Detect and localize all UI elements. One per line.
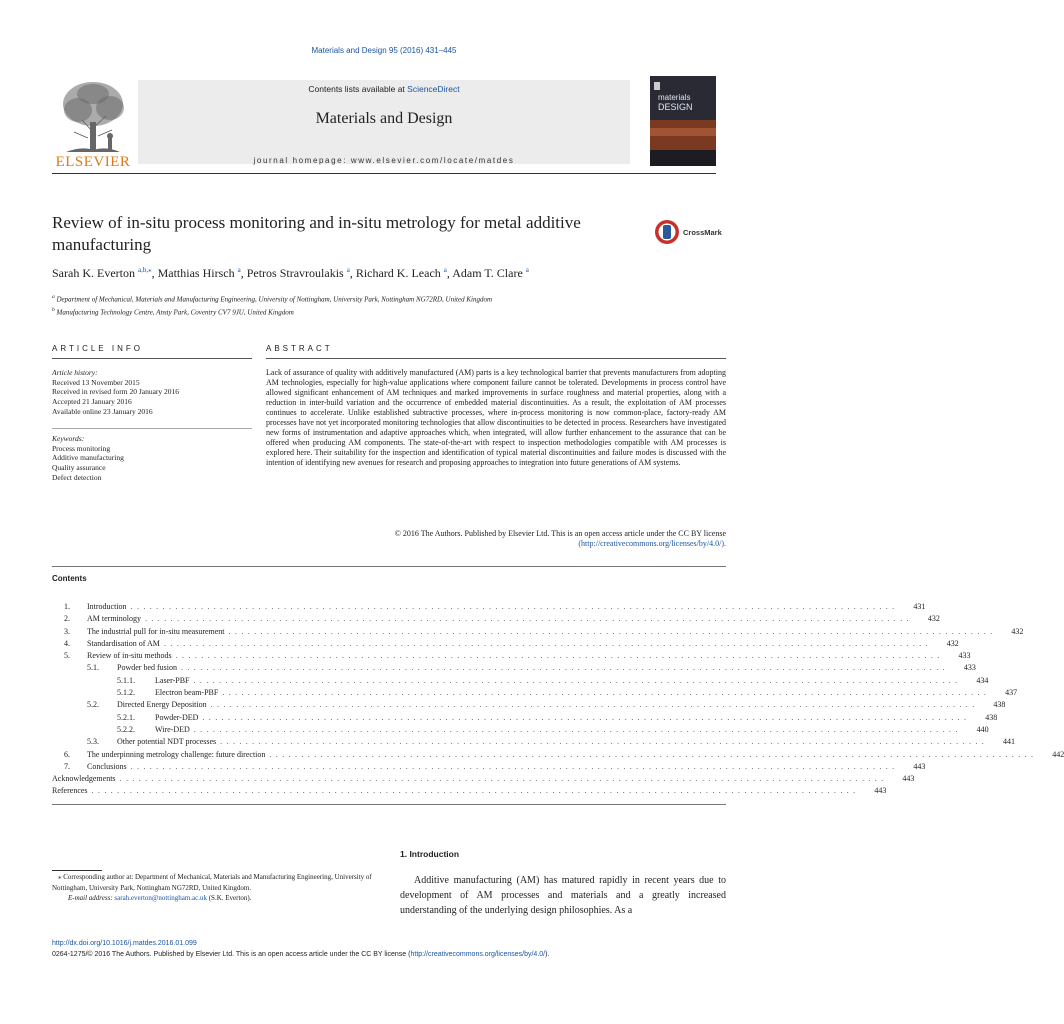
article-info-rule (52, 358, 252, 359)
toc-number: 5.1.1. (117, 675, 135, 685)
toc-label: The underpinning metrology challenge: future direction (87, 749, 266, 759)
toc-leader: . . . . . . . . . . . . . . . . . . . . . . . . . . . . . . . . . . . . . . . . . . . . . . . . . . . . . . . . . . . . . . . . . . . . . . . . . . . . . . . . . . . . . . . . . . . . . . . . . . . . . . . . . . . . . . . . . . . . . . . . (130, 602, 896, 611)
toc-entry[interactable] (52, 773, 915, 785)
author-name: Petros Stravroulakis (246, 266, 347, 280)
keywords-rule (52, 428, 252, 429)
toc-label: The industrial pull for in-situ measurement (87, 626, 225, 636)
keyword: Quality assurance (52, 463, 106, 473)
footnote-text: Corresponding author at: Department of Mechanical, Materials and Manufacturing Engineering, University of Nottingham, University Park, Nottingham NG72RD, United Kingdom. (52, 873, 372, 892)
toc-label: Directed Energy Deposition (117, 700, 207, 710)
toc-page: 432 (946, 638, 959, 648)
article-info-heading: ARTICLE INFO (52, 344, 143, 353)
contents-rule-top (52, 566, 726, 567)
history-label: Article history: (52, 368, 98, 377)
toc-label: Powder bed fusion (117, 663, 177, 673)
journal-cover-image (650, 76, 716, 166)
toc-number: 2. (64, 614, 70, 624)
author-separator: , (446, 266, 453, 280)
toc-number: 1. (64, 602, 70, 611)
toc-label: Powder-DED (155, 712, 199, 722)
affiliation-text: Department of Mechanical, Materials and Manufacturing Engineering, University of Nottingham, University Park, Nottingham NG72RD, United Kingdom (54, 295, 493, 304)
toc-label: Conclusions (87, 761, 127, 771)
toc-number: 5. (64, 651, 70, 661)
abstract-heading: ABSTRACT (266, 344, 333, 353)
toc-entry[interactable] (52, 712, 998, 724)
toc-leader: . . . . . . . . . . . . . . . . . . . . . . . . . . . . . . . . . . . . . . . . . . . . . . . . . . . . . . . . . . . . . . . . . . . . . . . . . . . . . . . . . . . . . . . . . . . . . . . . . . . . . . . . . . . . . . . . . . . . . . . . (145, 614, 910, 624)
abstract-text: Lack of assurance of quality with additively manufactured (AM) parts is a key technological barrier that prevents manufacturers from adopting AM technologies, especially for high-value applications where component failure cannot be tolerated. Developments in process control have allowed significant enhancement of AM techniques and marked improvements in surface roughness and material properties, along with a reduction in inter-build variation and the occurrence of embedded material discontinuities. As a result, the exploitation of AM processes continues to accelerate. Unlike established subtractive processes, where in-process monitoring is now common-place, factory-ready AM processes have not yet incorporated monitoring technologies that allow discontinuities to be detected in process. Researchers have investigated new forms of instrumentation and adaptive approaches which, when integrated, will allow further enhancement to the assurance that can be offered when producing AM components. The state-of-the-art with respect to inspection methodologies compatible with AM processes is explored here. Their suitability for the inspection and identification of typical material discontinuities and failure modes is discussed with the intention of identifying new avenues for research and proposing approaches to integration into future generations of AM systems. (266, 368, 726, 467)
contents-available-text: Contents lists available at (308, 84, 408, 94)
affiliation (52, 292, 712, 305)
author-separator: , (349, 266, 356, 280)
toc-label: Standardisation of AM (87, 638, 160, 648)
author-name: Richard K. Leach (355, 266, 444, 280)
issn-suffix: ). (545, 951, 550, 958)
journal-reference[interactable]: Materials and Design 95 (2016) 431–445 (311, 46, 457, 55)
history-list (52, 378, 252, 417)
footnote-mark: ⁎ (58, 873, 62, 881)
article-history (52, 368, 252, 417)
toc-leader: . . . . . . . . . . . . . . . . . . . . . . . . . . . . . . . . . . . . . . . . . . . . . . . . . . . . . . . . . . . . . . . . . . . . . . . . . . . . . . . . . . . . . . . . . . . . . . . . . . . . . . . . . . . . . . . . . . . . . . . . (220, 737, 985, 747)
toc-page: 433 (963, 663, 976, 673)
toc-entry[interactable] (52, 761, 926, 773)
author-separator: , (240, 266, 247, 280)
author-name: Matthias Hirsch (157, 266, 238, 280)
toc-page: 434 (976, 675, 989, 685)
toc-page: 438 (993, 700, 1006, 710)
abstract-copyright (266, 529, 726, 549)
keyword: Process monitoring (52, 443, 111, 453)
toc-label: Electron beam-PBF (155, 688, 219, 698)
email-link[interactable]: sarah.everton@nottingham.ac.uk (114, 894, 207, 902)
toc-leader: . . . . . . . . . . . . . . . . . . . . . . . . . . . . . . . . . . . . . . . . . . . . . . . . . . . . . . . . . . . . . . . . . . . . . . . . . . . . . . . . . . . . . . . . . . . . . . . . . . . . . . . . . . . . . . . . . . . . . . . . (119, 774, 885, 784)
toc-entry[interactable] (52, 785, 887, 797)
toc-number: 5.1.2. (117, 688, 135, 698)
toc-entry[interactable] (52, 638, 959, 650)
toc-label: Introduction (87, 602, 127, 611)
introduction-heading: 1. Introduction (400, 849, 460, 859)
toc-leader: . . . . . . . . . . . . . . . . . . . . . . . . . . . . . . . . . . . . . . . . . . . . . . . . . . . . . . . . . . . . . . . . . . . . . . . . . . . . . . . . . . . . . . . . . . . . . . . . . . . . . . . . . . . . . . . . . . . . . . . . (91, 786, 857, 796)
toc-number: 5.2.2. (117, 724, 135, 734)
toc-entry[interactable] (52, 736, 1015, 748)
author-separator: , (151, 266, 158, 280)
toc-leader: . . . . . . . . . . . . . . . . . . . . . . . . . . . . . . . . . . . . . . . . . . . . . . . . . . . . . . . . . . . . . . . . . . . . . . . . . . . . . . . . . . . . . . . . . . . . . . . . . . . . . . . . . . . . . . . . . . . . . . . . (181, 663, 946, 673)
toc-number: 5.3. (87, 737, 99, 747)
toc-entry[interactable] (52, 650, 971, 662)
toc-number: 4. (64, 638, 70, 648)
toc-entry[interactable] (52, 699, 1006, 711)
keyword: Additive manufacturing (52, 453, 124, 463)
author-affiliation-mark[interactable]: a (237, 266, 241, 274)
crossmark-label: CrossMark (683, 228, 722, 237)
journal-banner (138, 80, 630, 164)
history-entry: Available online 23 January 2016 (52, 406, 153, 416)
toc-label: Wire-DED (155, 724, 190, 734)
toc-leader: . . . . . . . . . . . . . . . . . . . . . . . . . . . . . . . . . . . . . . . . . . . . . . . . . . . . . . . . . . . . . . . . . . . . . . . . . . . . . . . . . . . . . . . . . . . . . . . . . . . . . . . . . . . . . . . . . . . . . . . . (193, 724, 959, 734)
author-affiliation-mark[interactable]: a (525, 266, 529, 274)
toc-number: 3. (64, 626, 70, 636)
toc-label: Other potential NDT processes (117, 737, 217, 747)
sciencedirect-link[interactable]: ScienceDirect (407, 84, 460, 94)
affiliation-mark: a (52, 294, 55, 300)
toc-leader: . . . . . . . . . . . . . . . . . . . . . . . . . . . . . . . . . . . . . . . . . . . . . . . . . . . . . . . . . . . . . . . . . . . . . . . . . . . . . . . . . . . . . . . . . . . . . . . . . . . . . . . . . . . . . . . . . . . . . . . . (202, 712, 968, 722)
author-list (52, 266, 702, 281)
toc-number: 6. (64, 749, 70, 759)
contents-rule-bottom (52, 804, 726, 805)
issn-line (52, 951, 549, 958)
email-suffix: (S.K. Everton). (206, 894, 252, 902)
history-entry: Received 13 November 2015 (52, 377, 140, 387)
toc-entry[interactable] (52, 749, 1064, 761)
introduction-text: Additive manufacturing (AM) has matured rapidly in recent years due to development of AM processes and materials and a greatly increased understanding of the underlying design philosophies. As a (400, 875, 726, 916)
toc-page: 442 (1052, 749, 1064, 759)
masthead-rule (52, 173, 716, 174)
toc-leader: . . . . . . . . . . . . . . . . . . . . . . . . . . . . . . . . . . . . . . . . . . . . . . . . . . . . . . . . . . . . . . . . . . . . . . . . . . . . . . . . . . . . . . . . . . . . . . . . . . . . . . . . . . . . . . . . . . . . . . . . (228, 626, 994, 636)
copyright-text: © 2016 The Authors. Published by Elsevier Ltd. This is an open access article under the CC BY license (394, 529, 726, 538)
toc-leader: . . . . . . . . . . . . . . . . . . . . . . . . . . . . . . . . . . . . . . . . . . . . . . . . . . . . . . . . . . . . . . . . . . . . . . . . . . . . . . . . . . . . . . . . . . . . . . . . . . . . . . . . . . . . . . . . . . . . . . . . (163, 638, 929, 648)
toc-page: 443 (913, 761, 926, 771)
contents-heading: Contents (52, 574, 87, 583)
affiliation-mark: b (52, 307, 55, 314)
toc-number: 5.2. (87, 700, 99, 710)
toc-label: Review of in-situ methods (87, 651, 172, 661)
author-name: Sarah K. Everton (52, 266, 138, 280)
author-affiliation-mark[interactable]: a,b,⁎ (137, 266, 152, 274)
author-affiliation-mark[interactable]: a (443, 266, 447, 274)
toc-number: 5.1. (87, 663, 99, 673)
doi-link[interactable]: http://dx.doi.org/10.1016/j.matdes.2016.01.099 (52, 940, 197, 947)
email-label: E-mail address: (68, 894, 115, 902)
toc-label: References (52, 786, 88, 796)
cover-title-materials: materials (658, 93, 691, 102)
toc-page: 433 (958, 651, 971, 661)
masthead (52, 76, 716, 168)
cover-title-design: DESIGN (658, 102, 693, 112)
toc-label: Laser-PBF (155, 675, 190, 685)
author-affiliation-mark[interactable]: a (346, 266, 350, 274)
toc-number: 7. (64, 761, 70, 771)
paper-title: Review of in-situ process monitoring and in-situ metrology for metal additive manufacturing (52, 213, 581, 254)
toc-entry[interactable] (52, 724, 989, 736)
toc-entry[interactable] (52, 662, 976, 674)
table-of-contents (52, 601, 1064, 798)
elsevier-logo (52, 76, 134, 168)
elsevier-tree-icon (52, 76, 134, 168)
toc-leader: . . . . . . . . . . . . . . . . . . . . . . . . . . . . . . . . . . . . . . . . . . . . . . . . . . . . . . . . . . . . . . . . . . . . . . . . . . . . . . . . . . . . . . . . . . . . . . . . . . . . . . . . . . . . . . . . . . . . . . . . (193, 675, 959, 685)
journal-title: Materials and Design (315, 110, 453, 127)
toc-leader: . . . . . . . . . . . . . . . . . . . . . . . . . . . . . . . . . . . . . . . . . . . . . . . . . . . . . . . . . . . . . . . . . . . . . . . . . . . . . . . . . . . . . . . . . . . . . . . . . . . . . . . . . . . . . . . . . . . . . . . . (222, 688, 988, 698)
cover-artwork (650, 76, 716, 166)
toc-entry[interactable] (52, 613, 940, 625)
toc-page: 441 (1002, 737, 1015, 747)
toc-page: 432 (927, 614, 940, 624)
keyword: Defect detection (52, 472, 102, 482)
toc-entry[interactable] (52, 626, 1024, 638)
affiliation (52, 305, 712, 318)
affiliations (52, 292, 712, 319)
footnote-rule (52, 870, 102, 871)
footer-license-link[interactable]: http://creativecommons.org/licenses/by/4.0/ (410, 951, 546, 958)
keyword-list (52, 444, 252, 483)
issn-text: 0264-1275/© 2016 The Authors. Published by Elsevier Ltd. This is an open access article under the CC BY license ( (52, 951, 411, 958)
keywords (52, 434, 252, 483)
elsevier-wordmark: ELSEVIER (55, 154, 131, 170)
contents-available (138, 84, 630, 94)
toc-page: 438 (985, 712, 998, 722)
toc-leader: . . . . . . . . . . . . . . . . . . . . . . . . . . . . . . . . . . . . . . . . . . . . . . . . . . . . . . . . . . . . . . . . . . . . . . . . . . . . . . . . . . . . . . . . . . . . . . . . . . . . . . . . . . . . . . . . . . . . . . . . (130, 761, 896, 771)
toc-entry[interactable] (52, 601, 926, 613)
homepage-label: journal homepage: (253, 156, 351, 165)
author-name: Adam T. Clare (452, 266, 526, 280)
keywords-label: Keywords: (52, 434, 85, 443)
toc-entry[interactable] (52, 675, 989, 687)
toc-leader: . . . . . . . . . . . . . . . . . . . . . . . . . . . . . . . . . . . . . . . . . . . . . . . . . . . . . . . . . . . . . . . . . . . . . . . . . . . . . . . . . . . . . . . . . . . . . . . . . . . . . . . . . . . . . . . . . . . . . . . . (269, 749, 1035, 759)
corresponding-author-footnote (52, 872, 382, 904)
crossmark-badge[interactable] (654, 218, 744, 246)
affiliation-text: Manufacturing Technology Centre, Ansty Park, Coventry CV7 9JU, United Kingdom (54, 308, 294, 317)
toc-entry[interactable] (52, 687, 1018, 699)
toc-leader: . . . . . . . . . . . . . . . . . . . . . . . . . . . . . . . . . . . . . . . . . . . . . . . . . . . . . . . . . . . . . . . . . . . . . . . . . . . . . . . . . . . . . . . . . . . . . . . . . . . . . . . . . . . . . . . . . . . . . . . . (175, 651, 941, 661)
toc-page: 443 (874, 786, 887, 796)
journal-homepage (138, 156, 630, 165)
toc-page: 431 (913, 602, 926, 611)
abstract-rule (266, 358, 726, 359)
toc-leader: . . . . . . . . . . . . . . . . . . . . . . . . . . . . . . . . . . . . . . . . . . . . . . . . . . . . . . . . . . . . . . . . . . . . . . . . . . . . . . . . . . . . . . . . . . . . . . . . . . . . . . . . . . . . . . . . . . . . . . . . (210, 700, 976, 710)
toc-number: 5.2.1. (117, 712, 135, 722)
homepage-link[interactable]: www.elsevier.com/locate/matdes (350, 156, 515, 165)
history-entry: Received in revised form 20 January 2016 (52, 387, 180, 397)
toc-label: AM terminology (87, 614, 141, 624)
toc-page: 432 (1011, 626, 1024, 636)
toc-page: 437 (1005, 688, 1018, 698)
toc-page: 443 (902, 774, 915, 784)
history-entry: Accepted 21 January 2016 (52, 397, 132, 407)
crossmark-icon (654, 218, 744, 246)
toc-page: 440 (976, 724, 989, 734)
toc-label: Acknowledgements (52, 774, 116, 784)
license-link[interactable]: (http://creativecommons.org/licenses/by/4.0/). (578, 539, 726, 548)
